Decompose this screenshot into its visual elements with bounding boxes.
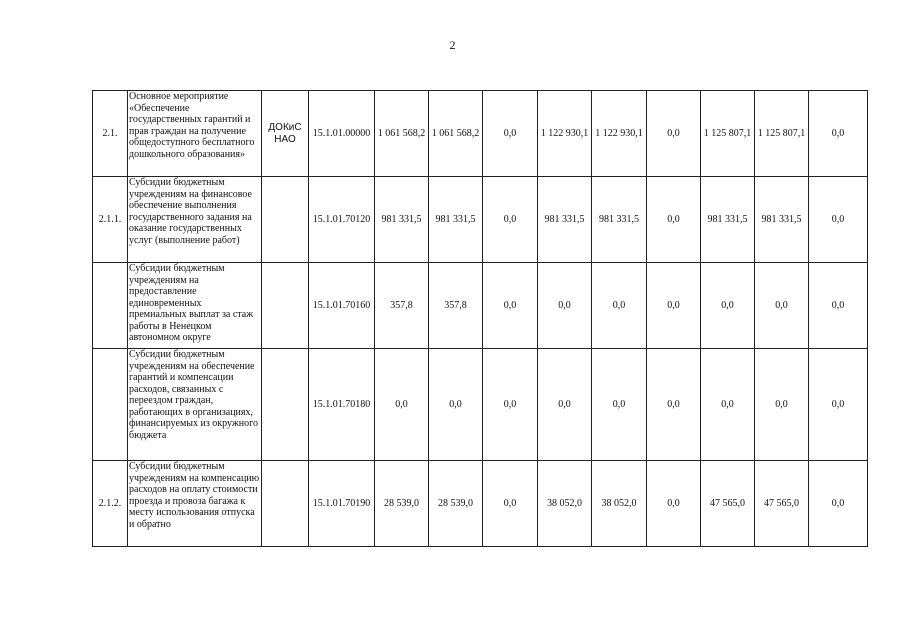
value-cell: 1 122 930,1 (538, 91, 592, 177)
value-cell: 47 565,0 (755, 461, 809, 547)
value-cell: 0,0 (592, 349, 647, 461)
row-name: Субсидии бюджетным учреждениям на предоставление единовременных премиальных выплат за стаж работы в Ненецком автономном округе (128, 263, 262, 349)
budget-code: 15.1.01.70190 (309, 461, 375, 547)
value-cell: 0,0 (809, 461, 868, 547)
value-cell: 0,0 (483, 91, 538, 177)
value-cell: 38 052,0 (592, 461, 647, 547)
value-cell: 0,0 (647, 91, 701, 177)
budget-table (92, 90, 868, 547)
value-cell: 0,0 (809, 91, 868, 177)
table-row (93, 349, 868, 461)
row-executor (262, 349, 309, 461)
row-number: 2.1.2. (93, 461, 128, 547)
table-row (93, 177, 868, 263)
value-cell: 357,8 (375, 263, 429, 349)
value-cell: 0,0 (647, 349, 701, 461)
table-row (93, 461, 868, 547)
value-cell: 0,0 (483, 263, 538, 349)
budget-code: 15.1.01.70160 (309, 263, 375, 349)
value-cell: 0,0 (755, 349, 809, 461)
row-number (93, 349, 128, 461)
value-cell: 0,0 (483, 349, 538, 461)
value-cell: 0,0 (429, 349, 483, 461)
value-cell: 0,0 (592, 263, 647, 349)
value-cell: 0,0 (701, 349, 755, 461)
value-cell: 357,8 (429, 263, 483, 349)
value-cell: 47 565,0 (701, 461, 755, 547)
row-name: Субсидии бюджетным учреждениям на обеспечение гарантий и компенсации расходов, связанных с переездом граждан, работающих в организациях, финансируемых из окружного бюджета (128, 349, 262, 461)
value-cell: 981 331,5 (375, 177, 429, 263)
table-row (93, 263, 868, 349)
value-cell: 981 331,5 (701, 177, 755, 263)
row-number (93, 263, 128, 349)
value-cell: 28 539,0 (375, 461, 429, 547)
value-cell: 0,0 (809, 177, 868, 263)
row-number: 2.1.1. (93, 177, 128, 263)
value-cell: 38 052,0 (538, 461, 592, 547)
value-cell: 0,0 (538, 263, 592, 349)
budget-code: 15.1.01.70120 (309, 177, 375, 263)
row-executor (262, 461, 309, 547)
value-cell: 981 331,5 (755, 177, 809, 263)
page-number: 2 (449, 38, 456, 52)
table-body (93, 91, 868, 547)
table-row (93, 91, 868, 177)
value-cell: 0,0 (755, 263, 809, 349)
row-executor (262, 177, 309, 263)
row-executor: ДОКиС НАО (262, 91, 309, 177)
value-cell: 1 061 568,2 (375, 91, 429, 177)
value-cell: 0,0 (647, 263, 701, 349)
value-cell: 0,0 (701, 263, 755, 349)
value-cell: 0,0 (483, 177, 538, 263)
value-cell: 0,0 (483, 461, 538, 547)
row-name: Субсидии бюджетным учреждениям на финансовое обеспечение выполнения государственного задания на оказание государственных услуг (выполнение работ) (128, 177, 262, 263)
value-cell: 0,0 (809, 349, 868, 461)
value-cell: 0,0 (375, 349, 429, 461)
row-name: Основное мероприятие «Обеспечение государственных гарантий и прав граждан на получение общедоступного бесплатного дошкольного образования» (128, 91, 262, 177)
value-cell: 981 331,5 (429, 177, 483, 263)
row-executor (262, 263, 309, 349)
value-cell: 1 122 930,1 (592, 91, 647, 177)
row-number: 2.1. (93, 91, 128, 177)
budget-code: 15.1.01.70180 (309, 349, 375, 461)
value-cell: 1 125 807,1 (701, 91, 755, 177)
value-cell: 1 061 568,2 (429, 91, 483, 177)
value-cell: 28 539,0 (429, 461, 483, 547)
value-cell: 0,0 (647, 177, 701, 263)
value-cell: 0,0 (809, 263, 868, 349)
value-cell: 981 331,5 (538, 177, 592, 263)
value-cell: 1 125 807,1 (755, 91, 809, 177)
value-cell: 981 331,5 (592, 177, 647, 263)
budget-code: 15.1.01.00000 (309, 91, 375, 177)
value-cell: 0,0 (538, 349, 592, 461)
value-cell: 0,0 (647, 461, 701, 547)
row-name: Субсидии бюджетным учреждениям на компенсацию расходов на оплату стоимости проезда и провоза багажа к месту использования отпуска и обратно (128, 461, 262, 547)
